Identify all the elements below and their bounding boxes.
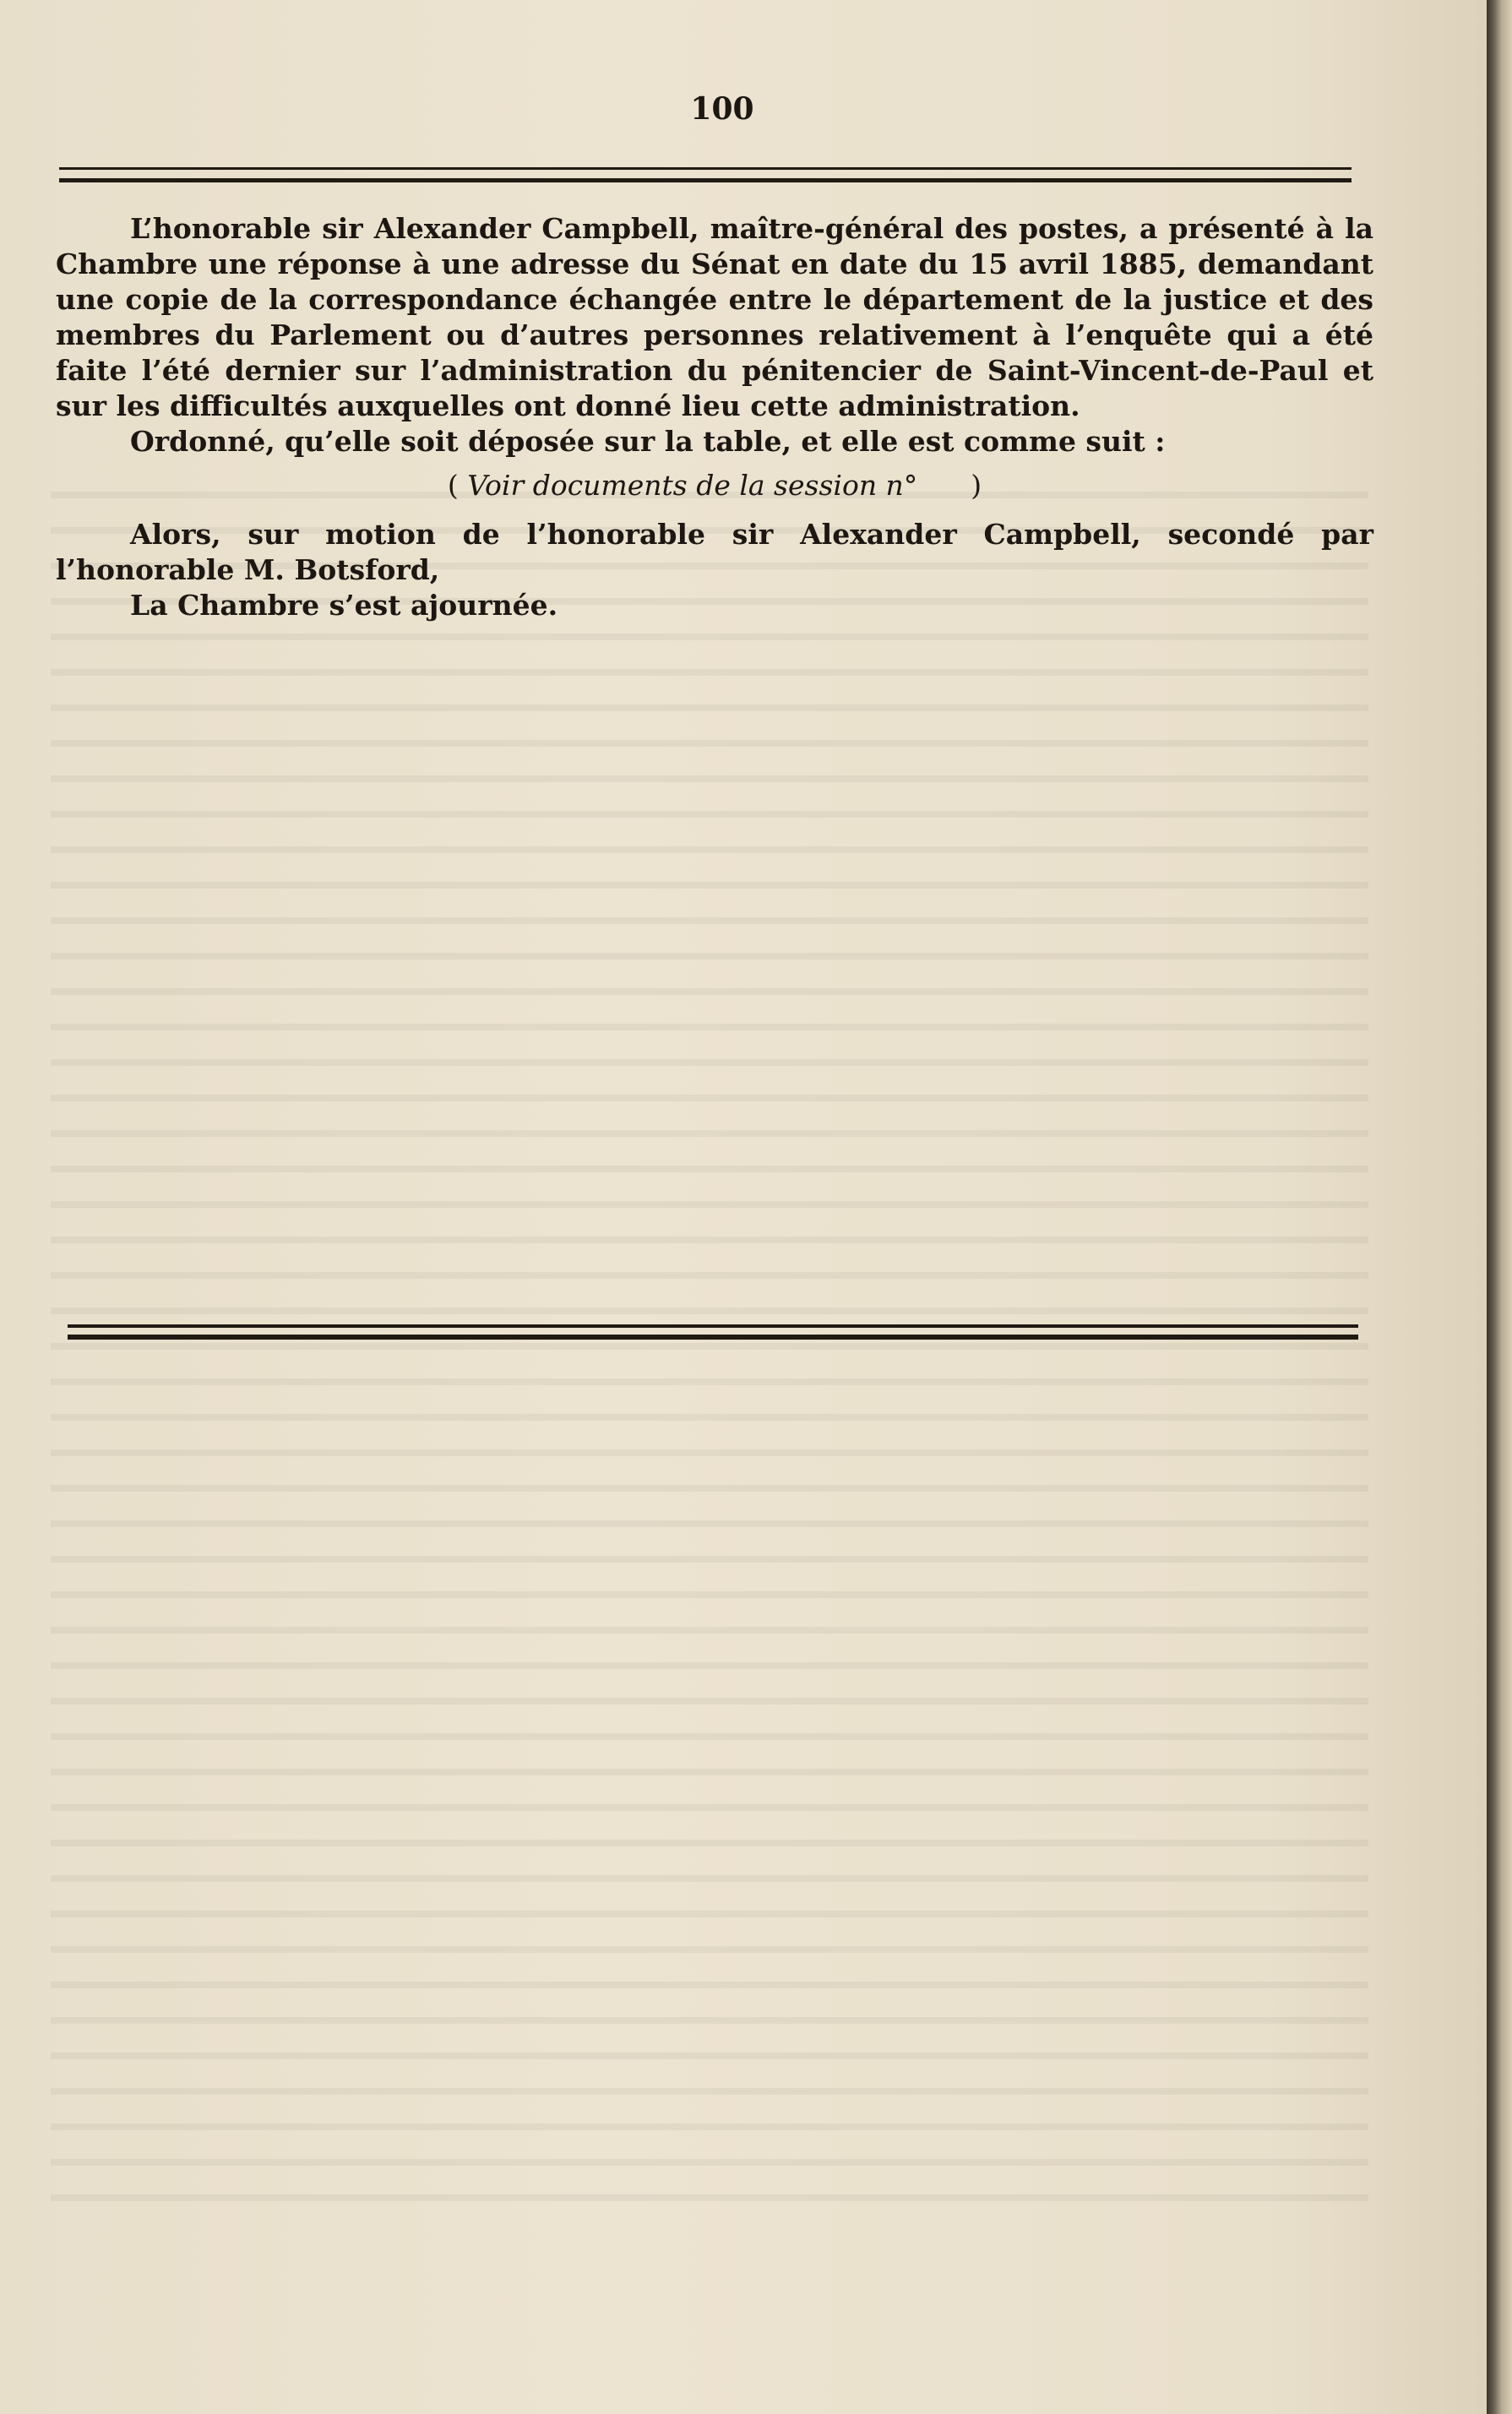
top-double-rule xyxy=(59,167,1352,182)
session-reference xyxy=(56,468,1373,503)
reference-close-paren: ) xyxy=(971,469,982,502)
paragraph-adjourned: La Chambre s’est ajournée. xyxy=(130,589,558,622)
reference-text: Voir documents de la session n° xyxy=(467,469,918,502)
page-number: 100 xyxy=(690,91,754,127)
body-text xyxy=(56,211,1373,623)
paragraph-motion: Alors, sur motion de l’honorable sir Alexander Campbell, secondé par l’honorable M. Botsford, xyxy=(56,518,1373,586)
book-gutter xyxy=(1487,0,1512,2414)
bottom-double-rule xyxy=(68,1324,1358,1340)
paragraph-ordered: Ordonné, qu’elle soit déposée sur la table, et elle est comme suit : xyxy=(130,425,1166,458)
reference-open-paren: ( xyxy=(447,469,459,502)
paragraph-report: L’honorable sir Alexander Campbell, maître-général des postes, a présenté à la Chambre une réponse à une adresse du Sénat en date du 15 avril 1885, demandant une copie de la correspondance échangée entre le département de la justice et des membres du Parlement ou d’autres personnes relativement à l’enquête qui a été faite l’été dernier sur l’administration du pénitencier de Saint-Vincent-de-Paul et sur les difficultés auxquelles ont donné lieu cette administration. xyxy=(56,212,1373,422)
